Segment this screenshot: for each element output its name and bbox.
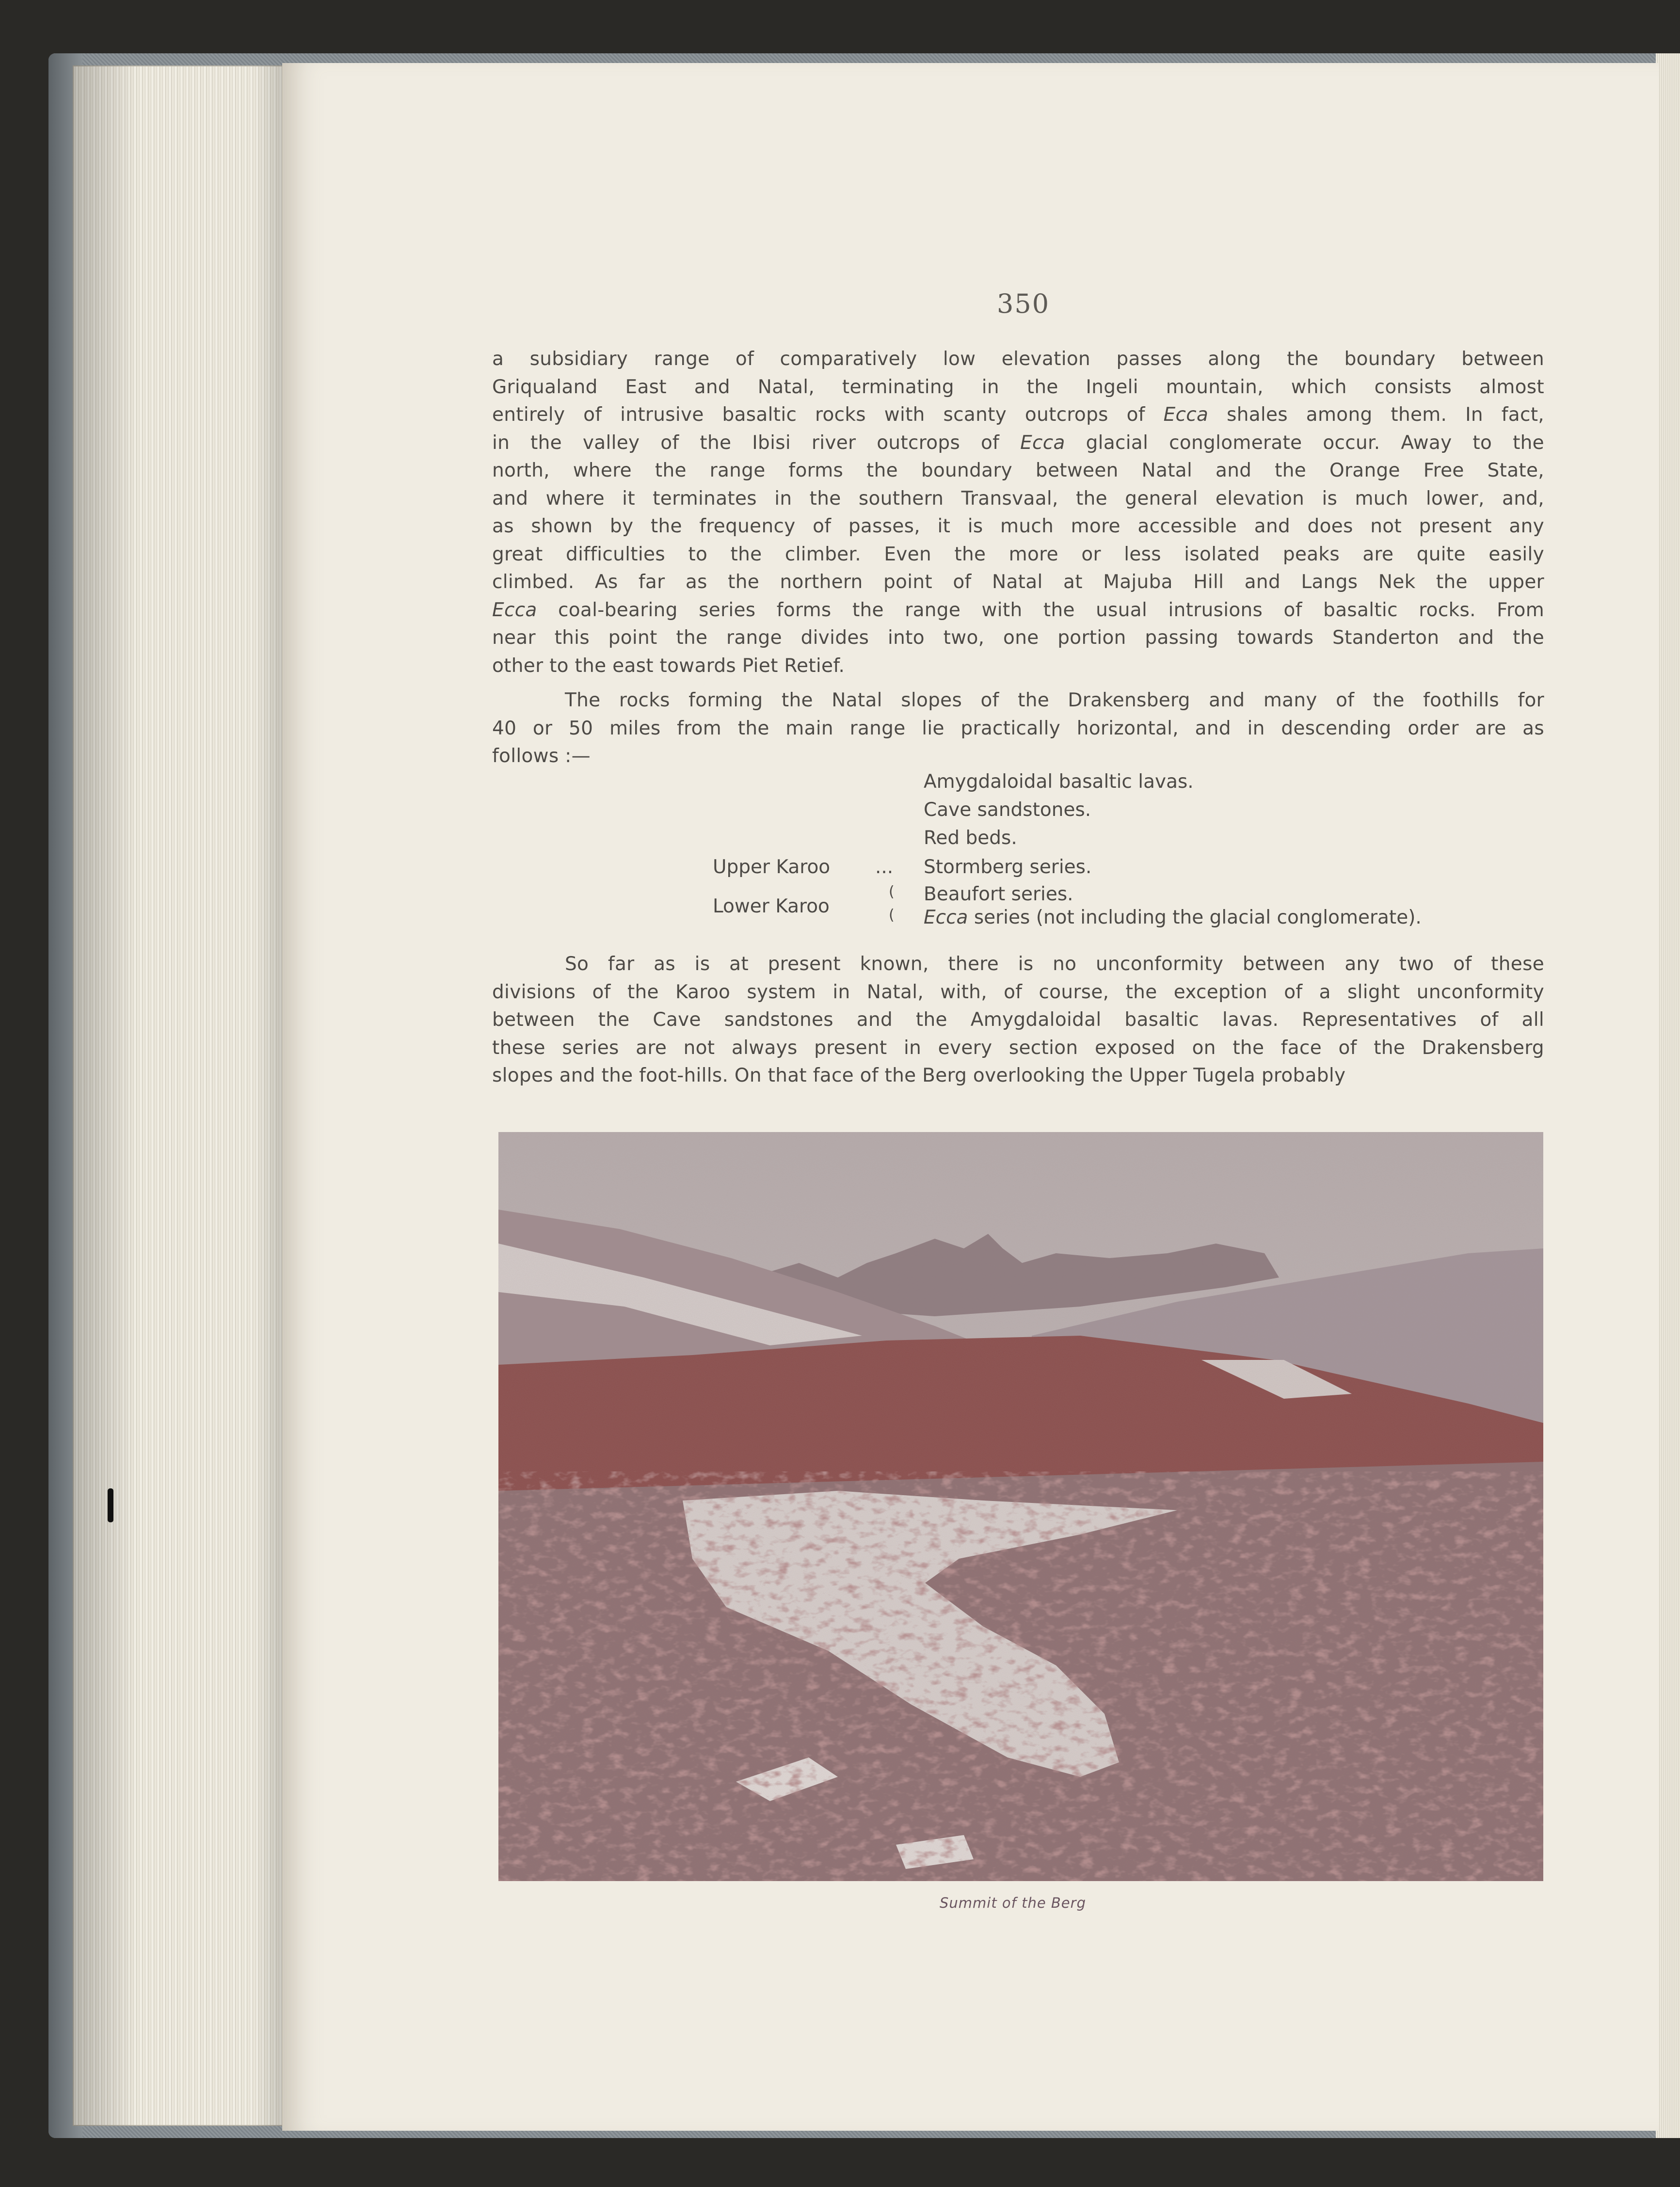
paragraph-1 (492, 345, 1544, 680)
page-edges-right (1656, 53, 1680, 2138)
paragraph-3 (492, 950, 1544, 1090)
plate-caption: Summit of the Berg (940, 1895, 1086, 1911)
text-line: climbed. As far as the northern point of Natal at Majuba Hill and Langs Nek the upper (492, 571, 1544, 593)
binding-clasp-icon (108, 1488, 113, 1522)
upper-karoo-dots: ... (875, 856, 894, 878)
paragraph-2 (492, 686, 1544, 770)
text-line: divisions of the Karoo system in Natal, with, of course, the exception of a slight unconformity (492, 981, 1544, 1003)
stratum-cave-sandstones: Cave sandstones. (924, 799, 1091, 821)
text-line: in the valley of the Ibisi river outcrops of Ecca glacial conglomerate occur. Away to the (492, 431, 1544, 454)
text-line: slopes and the foot-hills. On that face of the Berg overlooking the Upper Tugela probably (492, 1065, 1346, 1086)
page-edges-left (73, 65, 286, 2126)
stratum-ecca (924, 907, 1422, 928)
stratum-red-beds: Red beds. (924, 827, 1017, 849)
text-line: 40 or 50 miles from the main range lie practically horizontal, and in descending order are as (492, 717, 1544, 739)
italic-term: Ecca (1020, 431, 1065, 454)
stratum-beaufort: Beaufort series. (924, 883, 1073, 905)
page-number: 350 (997, 288, 1050, 319)
text-line: near this point the range divides into two, one portion passing towards Standerton and the (492, 627, 1544, 649)
upper-karoo-label: Upper Karoo (713, 856, 831, 878)
lower-karoo-label: Lower Karoo (713, 895, 830, 917)
text-line: great difficulties to the climber. Even the more or less isolated peaks are quite easily (492, 543, 1544, 565)
brace-top: ( (889, 883, 895, 900)
text-line: as shown by the frequency of passes, it is much more accessible and does not present any (492, 515, 1544, 537)
text-line: north, where the range forms the boundary between Natal and the Orange Free State, (492, 460, 1544, 481)
text-column (492, 345, 1544, 770)
text-line: entirely of intrusive basaltic rocks with scanty outcrops of Ecca shales among them. In fact, (492, 404, 1544, 426)
stratum-stormberg: Stormberg series. (924, 856, 1092, 878)
text-line: these series are not always present in every section exposed on the face of the Drakensberg (492, 1037, 1544, 1059)
text-line: between the Cave sandstones and the Amygdaloidal basaltic lavas. Representatives of all (492, 1009, 1544, 1031)
text-line: follows :— (492, 745, 591, 767)
text-line: So far as is at present known, there is no unconformity between any two of these (565, 953, 1544, 975)
text-line: a subsidiary range of comparatively low elevation passes along the boundary between (492, 348, 1544, 370)
italic-term: Ecca (1163, 404, 1209, 426)
ecca-rest: series (not including the glacial conglomerate). (968, 907, 1422, 928)
photo-plate (498, 1132, 1543, 1881)
text-line: other to the east towards Piet Retief. (492, 655, 845, 677)
text-line: Griqualand East and Natal, terminating in the Ingeli mountain, which consists almost (492, 376, 1544, 398)
ecca-italic: Ecca (924, 907, 968, 928)
text-line: and where it terminates in the southern Transvaal, the general elevation is much lower, and, (492, 487, 1544, 510)
stratum-amygdaloidal: Amygdaloidal basaltic lavas. (924, 771, 1194, 793)
strata-list (492, 771, 1559, 945)
text-line: The rocks forming the Natal slopes of the Drakensberg and many of the foothills for (565, 689, 1544, 711)
italic-term: Ecca (492, 599, 537, 621)
text-line: Ecca coal-bearing series forms the range with the usual intrusions of basaltic rocks. From (492, 599, 1544, 621)
text-column-lower (492, 950, 1544, 1090)
brace-bottom: ( (889, 907, 895, 924)
summit-photograph (498, 1132, 1543, 1881)
